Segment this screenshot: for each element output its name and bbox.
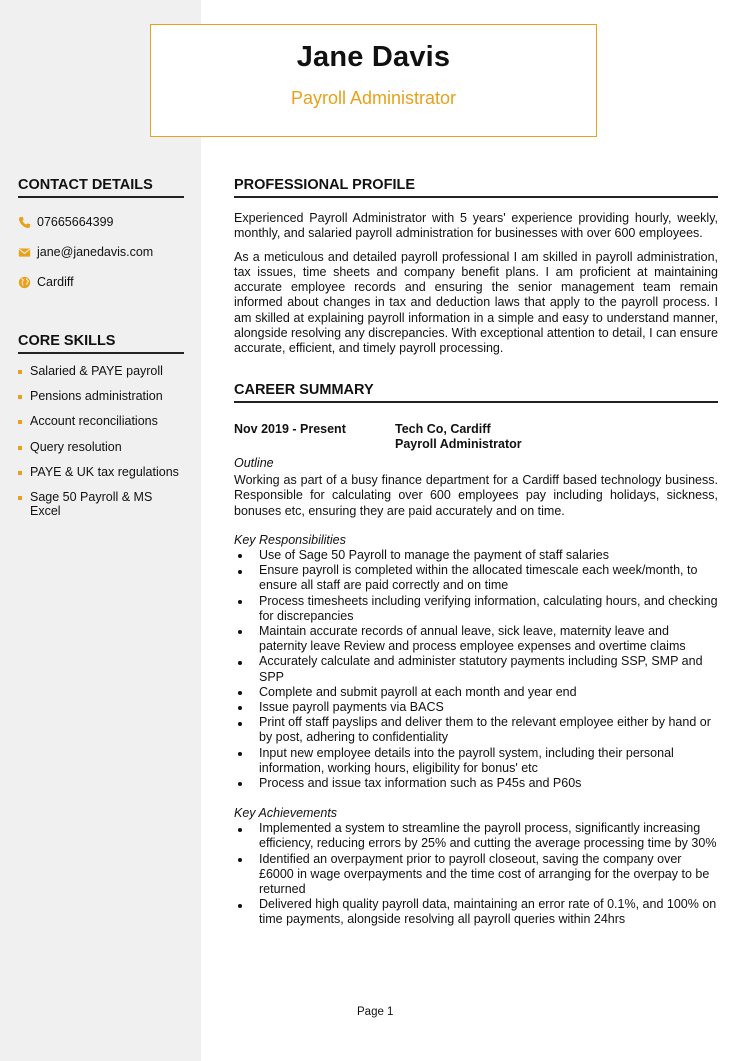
candidate-title: Payroll Administrator bbox=[290, 88, 457, 108]
phone-number: 07665664399 bbox=[37, 215, 114, 229]
bullet-dot-icon bbox=[238, 554, 242, 558]
contact-section bbox=[18, 177, 184, 290]
contact-heading: CONTACT DETAILS bbox=[18, 177, 184, 198]
contact-phone bbox=[18, 214, 184, 230]
page-number: Page 1 bbox=[357, 1006, 394, 1018]
phone-icon bbox=[18, 216, 31, 229]
bullet-dot-icon bbox=[238, 630, 242, 634]
sidebar-background bbox=[0, 0, 201, 1061]
email-address: jane@janedavis.com bbox=[37, 245, 154, 259]
bullet-dot-icon bbox=[238, 722, 242, 726]
responsibilities-list bbox=[234, 548, 718, 791]
job-company: Tech Co, Cardiff bbox=[395, 422, 491, 436]
bullet-dot-icon bbox=[238, 600, 242, 604]
job-header bbox=[234, 403, 718, 455]
list-item: Print off staff payslips and deliver them to the relevant employee either by hand or by post, adhering to confidentiality bbox=[234, 715, 718, 745]
skills-list bbox=[18, 364, 184, 518]
bullet-dot-icon bbox=[238, 904, 242, 908]
list-item: Ensure payroll is completed within the allocated timescale each week/month, to ensure all staff are paid correctly and on time bbox=[234, 563, 718, 593]
bullet-square-icon bbox=[18, 395, 22, 399]
bullet-square-icon bbox=[18, 370, 22, 374]
job-dates: Nov 2019 - Present bbox=[234, 422, 346, 436]
header-box bbox=[150, 24, 597, 137]
globe-icon bbox=[18, 276, 31, 289]
bullet-dot-icon bbox=[238, 661, 242, 665]
career-heading: CAREER SUMMARY bbox=[234, 382, 718, 403]
achievements-label: Key Achievements bbox=[234, 806, 338, 821]
bullet-dot-icon bbox=[238, 570, 242, 574]
bullet-square-icon bbox=[18, 496, 22, 500]
skill-item: Pensions administration bbox=[18, 389, 184, 414]
outline-text: Working as part of a busy finance department for a Cardiff based technology business. Responsible for calculating over 600 employees pay including holidays, sickness, bonuses etc, ensuring they are paid accurately and on time. bbox=[234, 473, 718, 518]
list-item: Implemented a system to streamline the payroll process, significantly increasing efficiency, reducing errors by 25% and cutting the average processing time by 30% bbox=[234, 821, 718, 851]
bullet-dot-icon bbox=[238, 858, 242, 862]
bullet-dot-icon bbox=[238, 752, 242, 756]
skill-item: Sage 50 Payroll & MS Excel bbox=[18, 490, 184, 515]
list-item: Use of Sage 50 Payroll to manage the payment of staff salaries bbox=[234, 548, 718, 563]
list-item: Input new employee details into the payroll system, including their personal information, working hours, eligibility for bonus' etc bbox=[234, 746, 718, 776]
envelope-icon bbox=[18, 246, 31, 259]
bullet-dot-icon bbox=[238, 691, 242, 695]
job-position: Payroll Administrator bbox=[395, 437, 522, 451]
skill-item: Account reconciliations bbox=[18, 414, 184, 439]
contact-location bbox=[18, 274, 184, 290]
bullet-dot-icon bbox=[238, 828, 242, 832]
profile-paragraph: As a meticulous and detailed payroll professional I am skilled in payroll administration, tax issues, time sheets and company benefit plans. I am proficient at maintaining accurate employee records and ensuring the senior management team remain informed about changes in tax and deduction laws that apply to the payroll process. I am skilled at explaining payroll information in a simple and easy to understand manner, alongside resolving any discrepancies. With exceptional attention to detail, I can ensure accurate, efficient, and timely payroll processing. bbox=[234, 249, 718, 356]
location-text: Cardiff bbox=[37, 275, 74, 289]
skills-heading: CORE SKILLS bbox=[18, 333, 184, 354]
candidate-name: Jane Davis bbox=[296, 41, 451, 73]
profile-section bbox=[234, 177, 718, 357]
contact-email bbox=[18, 244, 184, 260]
bullet-dot-icon bbox=[238, 706, 242, 710]
list-item: Maintain accurate records of annual leave, sick leave, maternity leave and paternity leave Review and process employee expenses and overtime claims bbox=[234, 624, 718, 654]
achievements-list bbox=[234, 821, 718, 927]
outline-label: Outline bbox=[234, 456, 274, 470]
skill-item: Salaried & PAYE payroll bbox=[18, 364, 184, 389]
skill-item: Query resolution bbox=[18, 440, 184, 465]
skills-section bbox=[18, 333, 184, 518]
list-item: Delivered high quality payroll data, maintaining an error rate of 0.1%, and 100% on time payments, alongside resolving all payroll queries within 24hrs bbox=[234, 897, 718, 927]
skill-item: PAYE & UK tax regulations bbox=[18, 465, 184, 490]
bullet-square-icon bbox=[18, 446, 22, 450]
responsibilities-label: Key Responsibilities bbox=[234, 532, 346, 547]
list-item: Complete and submit payroll at each month and year end bbox=[234, 685, 718, 700]
list-item: Process and issue tax information such as P45s and P60s bbox=[234, 776, 718, 791]
list-item: Process timesheets including verifying information, calculating hours, and checking for discrepancies bbox=[234, 594, 718, 624]
list-item: Issue payroll payments via BACS bbox=[234, 700, 718, 715]
bullet-dot-icon bbox=[238, 782, 242, 786]
profile-paragraph: Experienced Payroll Administrator with 5 years' experience providing hourly, weekly, monthly, and salaried payroll administration for businesses with over 600 employees. bbox=[234, 211, 718, 241]
list-item: Identified an overpayment prior to payroll closeout, saving the company over £6000 in wage overpayments and the time cost of arranging for the overpay to be returned bbox=[234, 852, 718, 898]
bullet-square-icon bbox=[18, 420, 22, 424]
career-section bbox=[234, 382, 718, 928]
bullet-square-icon bbox=[18, 471, 22, 475]
list-item: Accurately calculate and administer statutory payments including SSP, SMP and SPP bbox=[234, 654, 718, 684]
profile-heading: PROFESSIONAL PROFILE bbox=[234, 177, 718, 198]
